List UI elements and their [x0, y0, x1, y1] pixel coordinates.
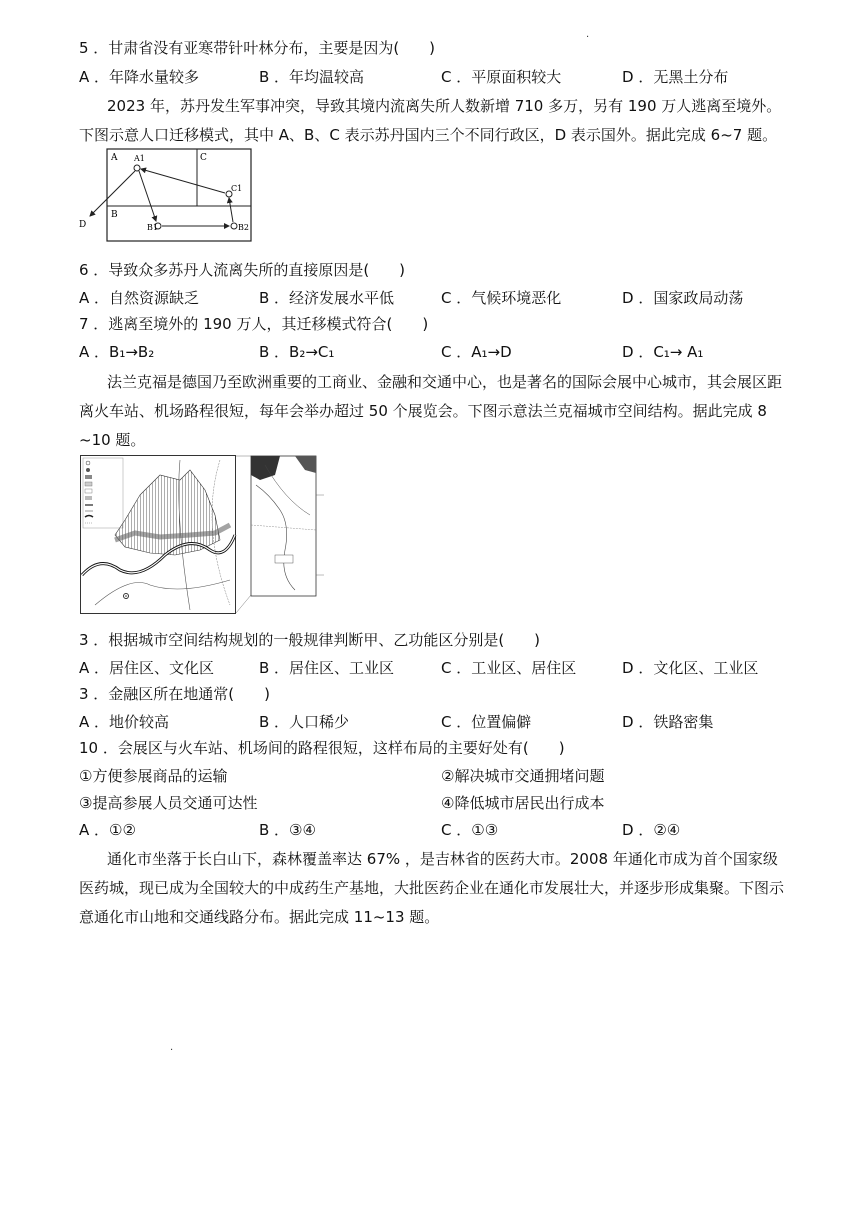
- question-9-option-b: B ．人口稀少: [259, 713, 350, 731]
- question-10-stem: 10 ．会展区与火车站、机场间的路程很短，这样布局的主要好处有( ): [79, 739, 565, 757]
- question-10-item-3: ③提高参展人员交通可达性: [79, 794, 258, 812]
- question-7-option-b: B ．B₂→C₁: [259, 343, 335, 361]
- question-8-option-d: D ．文化区、工业区: [622, 659, 759, 677]
- map-legend: [83, 458, 123, 528]
- question-5-option-d: D ．无黑土分布: [622, 68, 729, 86]
- question-5-stem: 5 ．甘肃省没有亚寒带针叶林分布，主要是因为( ): [79, 39, 436, 57]
- question-7-option-d: D ．C₁→ A₁: [622, 343, 704, 361]
- question-8-option-c: C ．工业区、居住区: [441, 659, 577, 677]
- question-8-stem: 3 ．根据城市空间结构规划的一般规律判断甲、乙功能区分别是( ): [79, 631, 541, 649]
- question-7-option-a: A ．B₁→B₂: [79, 343, 155, 361]
- question-6-option-a: A ．自然资源缺乏: [79, 289, 200, 307]
- question-5-option-b: B ．年均温较高: [259, 68, 365, 86]
- question-10-option-d: D ．②④: [622, 821, 681, 839]
- question-10-item-2: ②解决城市交通拥堵问题: [441, 767, 605, 785]
- region-a-label: A: [111, 153, 118, 163]
- question-8-option-b: B ．居住区、工业区: [259, 659, 395, 677]
- point-b2-label: B2: [238, 223, 249, 232]
- question-6-option-d: D ．国家政局动荡: [622, 289, 744, 307]
- question-10-option-b: B ．③④: [259, 821, 316, 839]
- question-10-option-a: A ．①②: [79, 821, 136, 839]
- passage-tonghua: 通化市坐落于长白山下，森林覆盖率达 67% ，是吉林省的医药大市。2008 年通化市成为首个国家级医药城，现已成为全国较大的中成药生产基地，大批医药企业在通化市发展壮大，并逐步形成集聚。下图示意通化市山地和交通线路分布。据此完成 11~13 题。: [79, 850, 785, 926]
- question-9-stem: 3 ．金融区所在地通常( ): [79, 685, 271, 703]
- region-d-label: D: [79, 220, 87, 230]
- question-9-option-c: C ．位置偏僻: [441, 713, 532, 731]
- frankfurt-map: [80, 455, 326, 615]
- question-8-option-a: A ．居住区、文化区: [79, 659, 215, 677]
- passage-sudan: 2023 年，苏丹发生军事冲突，导致其境内流离失所人数新增 710 多万，另有 190 万人逃离至境外。下图示意人口迁移模式，其中 A、B、C 表示苏丹国内三个不同行政区，D 表示国外。据此完成 6~7 题。: [79, 97, 782, 144]
- point-a1-label: A1: [134, 154, 145, 163]
- region-c-label: C: [200, 153, 207, 163]
- question-10-item-1: ①方便参展商品的运输: [79, 767, 228, 785]
- migration-diagram: [78, 146, 258, 242]
- question-10-option-c: C ．①③: [441, 821, 499, 839]
- point-c1-label: C1: [231, 184, 243, 193]
- question-6-option-b: B ．经济发展水平低: [259, 289, 395, 307]
- stray-dot-bottom: ·: [170, 1045, 174, 1056]
- question-10-item-4: ④降低城市居民出行成本: [441, 794, 605, 812]
- question-6-option-c: C ．气候环境恶化: [441, 289, 562, 307]
- question-5-option-c: C ．平原面积较大: [441, 68, 562, 86]
- point-b1-label: B1: [147, 223, 158, 232]
- question-7-option-c: C ．A₁→D: [441, 343, 512, 361]
- question-9-option-d: D ．铁路密集: [622, 713, 714, 731]
- question-9-option-a: A ．地价较高: [79, 713, 170, 731]
- stray-dot: ·: [586, 32, 590, 43]
- question-6-stem: 6 ．导致众多苏丹人流离失所的直接原因是( ): [79, 261, 406, 279]
- region-b-label: B: [111, 210, 118, 220]
- question-7-stem: 7 ．逃离至境外的 190 万人，其迁移模式符合( ): [79, 315, 429, 333]
- passage-frankfurt: 法兰克福是德国乃至欧洲重要的工商业、金融和交通中心，也是著名的国际会展中心城市，其会展区距离火车站、机场路程很短，每年会举办超过 50 个展览会。下图示意法兰克福城市空间结构。据此完成 8 ~10 题。: [79, 373, 783, 449]
- question-5-option-a: A ．年降水量较多: [79, 68, 200, 86]
